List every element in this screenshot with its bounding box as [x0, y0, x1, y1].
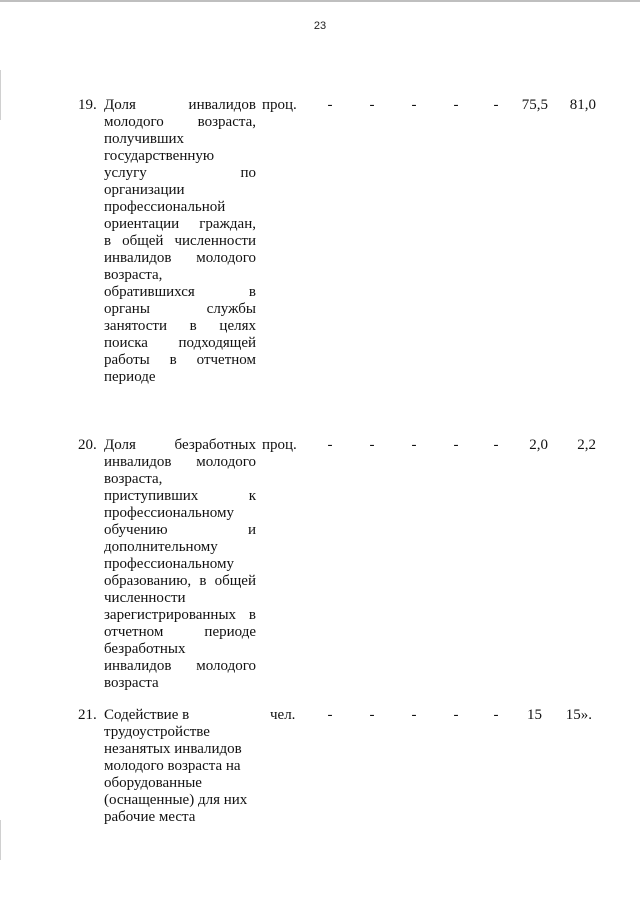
description-line: профессиональному	[104, 505, 234, 521]
empty-value-dash: -	[493, 437, 499, 453]
description-line: поиска подходящей	[104, 335, 256, 351]
row-description	[104, 437, 256, 692]
description-line: инвалидов молодого	[104, 454, 256, 470]
row-number: 20.	[78, 437, 97, 453]
description-line: обратившихся в	[104, 284, 256, 300]
description-line: Доля инвалидов	[104, 97, 256, 113]
description-line: незанятых инвалидов	[104, 741, 242, 757]
empty-value-dash: -	[453, 97, 459, 113]
row-description	[104, 707, 256, 826]
empty-value-dash: -	[453, 707, 459, 723]
value-year-1: 15	[527, 707, 542, 723]
value-year-2: 81,0	[569, 97, 596, 113]
empty-value-dash: -	[453, 437, 459, 453]
description-line: инвалидов молодого	[104, 250, 256, 266]
page-top-edge	[0, 0, 640, 2]
empty-value-dash: -	[327, 707, 333, 723]
empty-value-dash: -	[369, 97, 375, 113]
description-line: образованию, в общей	[104, 573, 256, 589]
description-line: (оснащенные) для них	[104, 792, 248, 808]
empty-value-dash: -	[411, 707, 417, 723]
empty-value-dash: -	[493, 707, 499, 723]
value-year-2: 15».	[565, 707, 592, 723]
empty-value-dash: -	[493, 97, 499, 113]
description-line: инвалидов молодого	[104, 658, 256, 674]
empty-value-dash: -	[411, 437, 417, 453]
scan-margin-mark	[0, 70, 1, 120]
row-unit: проц.	[262, 97, 297, 113]
description-line: численности	[104, 590, 186, 606]
description-line: дополнительному	[104, 539, 218, 555]
row-unit: проц.	[262, 437, 297, 453]
description-line: рабочие места	[104, 809, 196, 825]
description-line: занятости в целях	[104, 318, 256, 334]
description-line: возраста,	[104, 471, 163, 487]
description-line: молодого возраста,	[104, 114, 256, 130]
description-line: государственную	[104, 148, 215, 164]
description-line: профессиональной	[104, 199, 226, 215]
description-line: ориентации граждан,	[104, 216, 256, 232]
row-unit: чел.	[270, 707, 296, 723]
row-number: 21.	[78, 707, 97, 723]
empty-value-dash: -	[369, 437, 375, 453]
description-line: органы службы	[104, 301, 256, 317]
description-line: Доля безработных	[104, 437, 256, 453]
row-number: 19.	[78, 97, 97, 113]
description-line: обучению и	[104, 522, 256, 538]
empty-value-dash: -	[411, 97, 417, 113]
row-description	[104, 97, 256, 386]
description-line: Содействие в	[104, 707, 190, 723]
description-line: оборудованные	[104, 775, 202, 791]
description-line: профессиональному	[104, 556, 234, 572]
description-line: услугу по	[104, 165, 256, 181]
value-year-1: 75,5	[521, 97, 548, 113]
description-line: работы в отчетном	[104, 352, 256, 368]
empty-value-dash: -	[369, 707, 375, 723]
description-line: возраста	[104, 675, 159, 691]
value-year-1: 2,0	[529, 437, 548, 453]
description-line: возраста,	[104, 267, 163, 283]
value-year-2: 2,2	[577, 437, 596, 453]
description-line: приступивших к	[104, 488, 256, 504]
empty-value-dash: -	[327, 437, 333, 453]
description-line: отчетном периоде	[104, 624, 256, 640]
page-number: 23	[313, 20, 327, 32]
scan-margin-mark	[0, 820, 1, 860]
description-line: зарегистрированных в	[104, 607, 256, 623]
description-line: в общей численности	[104, 233, 256, 249]
empty-value-dash: -	[327, 97, 333, 113]
description-line: молодого возраста на	[104, 758, 241, 774]
description-line: организации	[104, 182, 185, 198]
description-line: получивших	[104, 131, 185, 147]
description-line: трудоустройстве	[104, 724, 210, 740]
description-line: периоде	[104, 369, 156, 385]
description-line: безработных	[104, 641, 186, 657]
